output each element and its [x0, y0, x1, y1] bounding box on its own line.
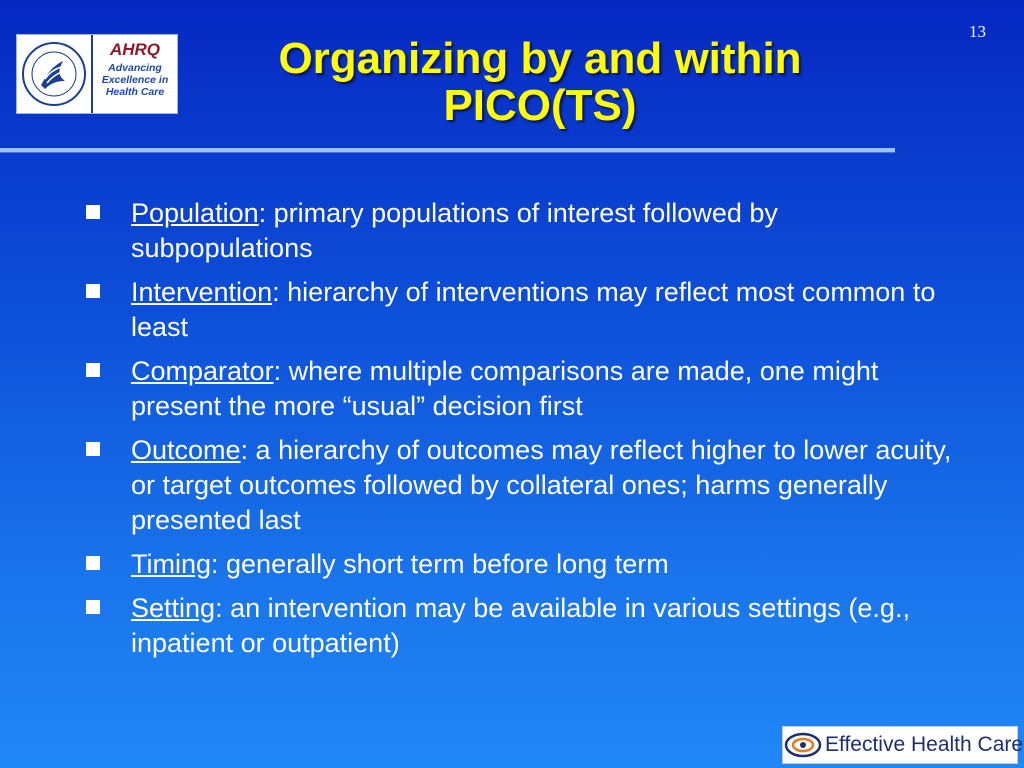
bullet-text: : hierarchy of interventions may reflect most common to least	[131, 277, 936, 342]
bullet-text: : a hierarchy of outcomes may reflect higher to lower acuity, or target outcomes followed by collateral ones; harms generally presented last	[131, 435, 952, 535]
square-bullet-icon	[86, 442, 100, 456]
bullet-text: : where multiple comparisons are made, one might present the more “usual” decision first	[131, 356, 879, 421]
effective-health-care-logo	[782, 726, 1024, 764]
square-bullet-icon	[86, 363, 100, 377]
ahrq-tagline	[102, 62, 169, 98]
square-bullet-icon	[86, 284, 100, 298]
square-bullet-icon	[86, 600, 100, 614]
bullet-text: : primary populations of interest followed by subpopulations	[131, 198, 778, 263]
bullet-text: : generally short term before long term	[211, 549, 669, 579]
slide-title-line: Organizing by and within	[278, 34, 802, 83]
bullet-item	[86, 591, 966, 661]
bullet-text: : an intervention may be available in various settings (e.g., inpatient or outpatient)	[131, 593, 910, 658]
swirl-icon	[783, 727, 823, 763]
bullet-item	[86, 433, 966, 538]
bullet-item	[86, 547, 966, 582]
bullet-term: Population	[131, 198, 259, 228]
hhs-seal-logo	[17, 35, 91, 113]
bullet-term: Intervention	[131, 277, 273, 307]
bullet-item	[86, 275, 966, 345]
ehc-logo-text: Effective Health Care	[825, 733, 1024, 756]
square-bullet-icon	[86, 205, 100, 219]
bullet-item	[86, 196, 966, 266]
slide-number: 13	[969, 22, 986, 41]
bullet-term: Setting	[131, 593, 216, 623]
ahrq-tagline-line: Excellence in	[101, 74, 169, 86]
slide-title	[180, 35, 900, 129]
square-bullet-icon	[86, 556, 100, 570]
title-divider	[0, 148, 895, 153]
agency-logos	[16, 34, 178, 114]
bullet-item	[86, 354, 966, 424]
ahrq-mark: AHRQ	[109, 40, 161, 59]
ahrq-logo	[91, 35, 177, 113]
bullet-term: Timing	[131, 549, 212, 579]
slide-title-line: PICO(TS)	[443, 81, 637, 130]
ahrq-tagline-line: Advancing	[108, 62, 162, 74]
ahrq-tagline-line: Health Care	[105, 86, 165, 98]
bullet-term: Comparator	[131, 356, 274, 386]
bullet-list	[86, 196, 966, 670]
bullet-term: Outcome	[131, 435, 241, 465]
